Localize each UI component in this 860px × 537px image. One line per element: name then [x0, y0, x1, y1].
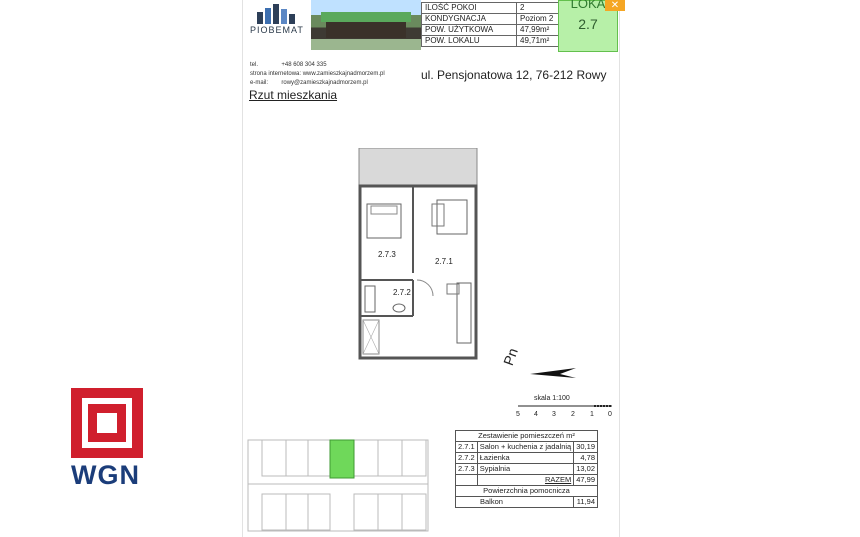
- north-label: Pn: [500, 345, 521, 368]
- section-title: Rzut mieszkania: [249, 88, 338, 102]
- scale-tick: 0: [608, 411, 612, 418]
- close-icon[interactable]: ✕: [605, 0, 625, 11]
- scale-tick: 3: [552, 411, 556, 418]
- scale-tick: 2: [571, 411, 575, 418]
- table-row: RAZEM 47,99: [456, 475, 598, 486]
- contact-email[interactable]: e-mail: rowy@zamieszkajnadmorzem.pl: [250, 80, 368, 86]
- table-row: 2.7.1 Salon + kuchenia z jadalnią 30,19: [456, 442, 598, 453]
- info-row: POW. LOKALU 49,71m²: [422, 36, 562, 47]
- table-row: 2.7.2 Łazienka 4,78: [456, 453, 598, 464]
- aux-header: Powierzchnia pomocnicza: [456, 486, 598, 497]
- room-label-271: 2.7.1: [435, 257, 453, 266]
- scale-bar: [516, 402, 614, 418]
- room-label-273: 2.7.3: [378, 250, 396, 259]
- building-minimap: [240, 438, 436, 533]
- piobemat-logo-icon: [257, 4, 297, 24]
- scale-tick: 4: [534, 411, 538, 418]
- wgn-logo-text: WGN: [71, 460, 140, 490]
- room-summary-table: [455, 430, 598, 508]
- table-header: Zestawienie pomieszczeń m²: [456, 431, 598, 442]
- address: ul. Pensjonatowa 12, 76-212 Rowy: [421, 68, 607, 82]
- table-row: 2.7.3 Sypialnia 13,02: [456, 464, 598, 475]
- info-row: ILOŚĆ POKOI 2: [422, 3, 562, 14]
- unit-number: 2.7: [578, 16, 598, 32]
- room-label-272: 2.7.2: [393, 288, 411, 297]
- info-row: POW. UŻYTKOWA 47,99m²: [422, 25, 562, 36]
- building-photo: [311, 0, 421, 50]
- table-row: Balkon 11,94: [456, 497, 598, 508]
- floor-plan: [357, 148, 479, 360]
- scale-tick: 5: [516, 411, 520, 418]
- unit-title: LOKA: [570, 0, 606, 11]
- contact-tel: tel. +48 608 304 335: [250, 62, 327, 68]
- info-row: KONDYGNACJA Poziom 2: [422, 14, 562, 25]
- contact-web[interactable]: strona internetowa: www.zamieszkajnadmorzem.pl: [250, 71, 385, 77]
- scale-label: skala 1:100: [534, 395, 570, 402]
- apartment-info-table: [421, 2, 562, 47]
- logo-text: PIOBEMAT: [250, 25, 304, 35]
- scale-tick: 1: [590, 411, 594, 418]
- north-arrow-icon: [530, 366, 578, 380]
- wgn-logo-icon: [71, 388, 143, 458]
